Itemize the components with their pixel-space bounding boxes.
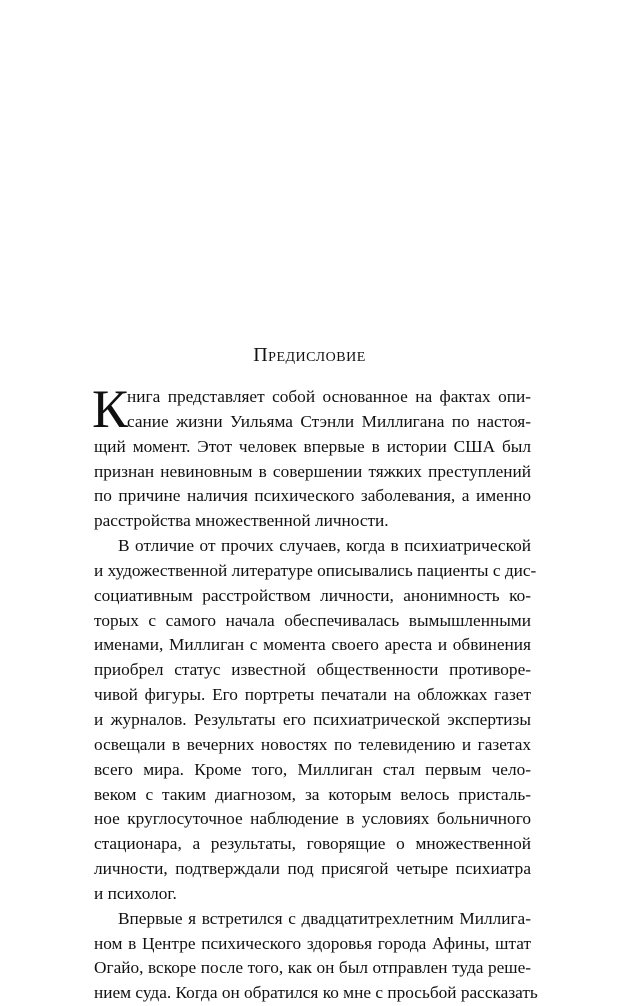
- text-line: приобрел статус известной общественности противоре-: [94, 660, 531, 680]
- text-line: стационара, а результаты, говорящие о множественной: [94, 834, 531, 854]
- text-line: и художественной литературе описывались пациенты с дис-: [94, 560, 537, 580]
- text-line: всего мира. Кроме того, Миллиган стал первым чело-: [94, 759, 531, 779]
- text-line: ное круглосуточное наблюдение в условиях больничного: [94, 809, 531, 829]
- drop-cap: К: [92, 379, 129, 439]
- text-line: чивой фигуры. Его портреты печатали на обложках газет: [94, 685, 531, 705]
- text-line: щий момент. Этот человек впервые в истории США был: [94, 436, 531, 456]
- text-line: личности, подтверждали под присягой четыре психиатра: [94, 859, 531, 879]
- text-line: торых с самого начала обеспечивалась вымышленными: [94, 610, 531, 630]
- text-line: сание жизни Уильяма Стэнли Миллигана по настоя-: [127, 411, 531, 431]
- text-line: нием суда. Когда он обратился ко мне с просьбой рассказать: [94, 983, 538, 1003]
- text-line: и психолог.: [94, 883, 177, 903]
- text-line: нига представляет собой основанное на фактах опи-: [127, 387, 531, 406]
- text-line: ном в Центре психического здоровья города Афины, штат: [94, 933, 531, 953]
- text-line: социативным расстройством личности, анонимность ко-: [94, 585, 531, 605]
- text-line: Огайо, вскоре после того, как он был отправлен туда реше-: [94, 958, 531, 978]
- text-line: расстройства множественной личности.: [94, 511, 389, 531]
- text-line: по причине наличия психического заболевания, а именно: [94, 486, 531, 506]
- paragraph-2: [94, 534, 537, 907]
- text-line: В отличие от прочих случаев, когда в психиатрической: [118, 536, 531, 556]
- text-line: Впервые я встретился с двадцатитрехлетним Миллига-: [118, 908, 531, 928]
- paragraph-3: [94, 907, 538, 1006]
- paragraph-1: [92, 379, 531, 534]
- body-text: [92, 379, 538, 1006]
- chapter-heading: Предисловие: [253, 344, 366, 366]
- text-line: освещали в вечерних новостях по телевидению и газетах: [94, 734, 531, 754]
- text-line: признан невиновным в совершении тяжких преступлений: [94, 461, 531, 481]
- text-line: веком с таким диагнозом, за которым велось присталь-: [94, 784, 531, 804]
- text-line: именами, Миллиган с момента своего ареста и обвинения: [94, 635, 531, 655]
- text-line: и журналов. Результаты его психиатрической экспертизы: [94, 709, 531, 729]
